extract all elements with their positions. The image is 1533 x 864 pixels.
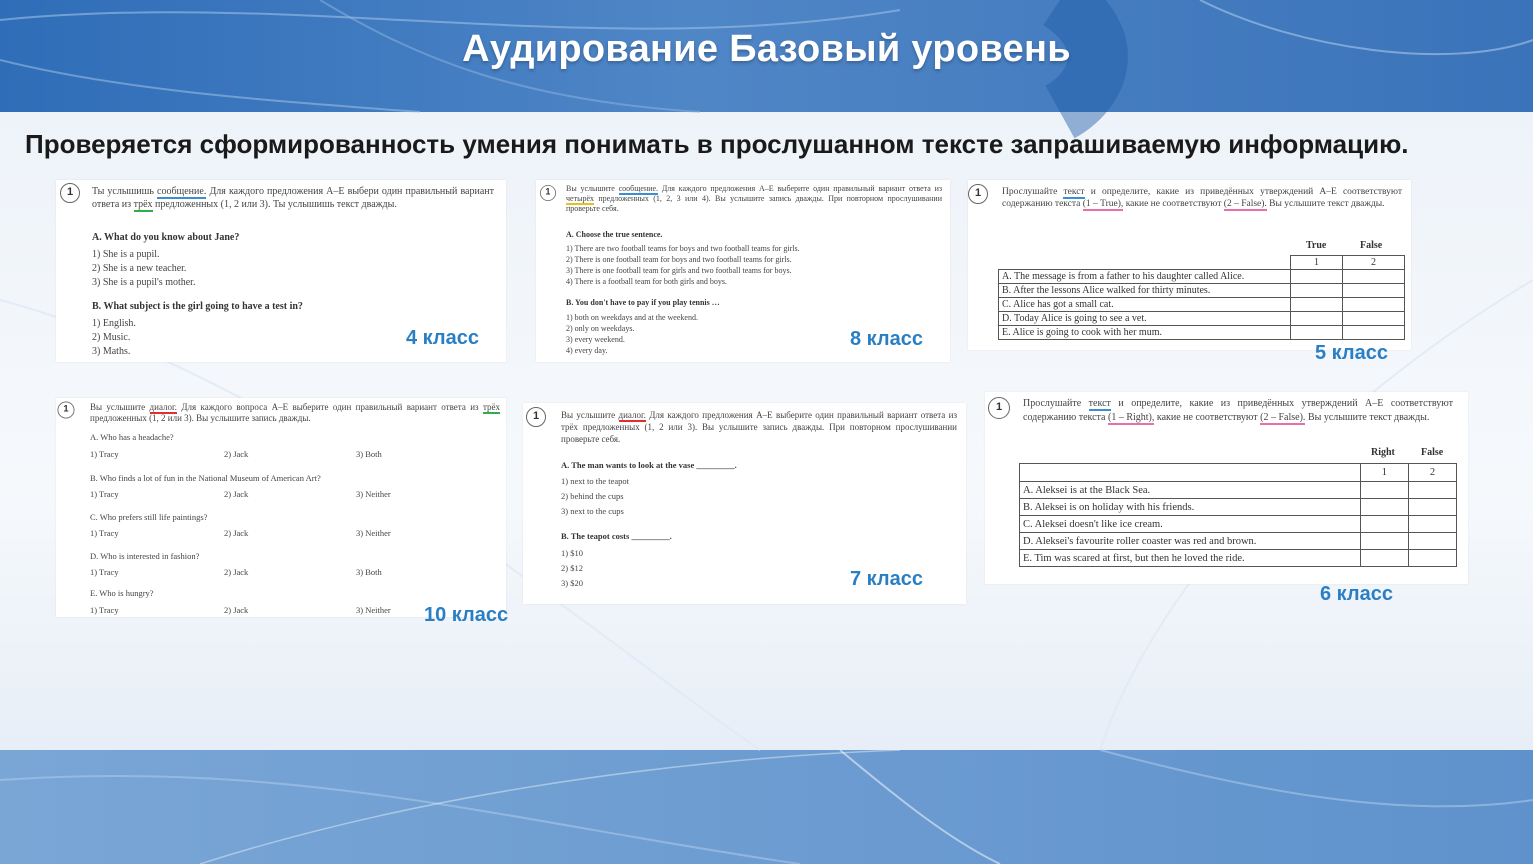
option: 3) $20: [561, 578, 583, 588]
slide-subtitle: Проверяется сформированность умения понимать в прослушанном тексте запрашиваемую информацию.: [25, 129, 1409, 159]
option: 1) next to the teapot: [561, 476, 629, 486]
column-header-false: False: [1360, 240, 1383, 251]
option: 1) Tracy: [90, 489, 119, 499]
option: 2) Jack: [224, 605, 249, 615]
question-a: A. The man wants to look at the vase _________.: [561, 460, 737, 470]
table-row: A. Aleksei is at the Black Sea.: [1020, 482, 1457, 499]
answer-cell[interactable]: [1360, 533, 1408, 550]
option: 3) Maths.: [92, 346, 131, 357]
answer-cell[interactable]: [1291, 326, 1343, 340]
column-header-false: False: [1421, 447, 1444, 458]
answer-cell[interactable]: [1360, 550, 1408, 567]
grade-label-5: 5 класс: [1315, 342, 1389, 364]
table-row: E. Alice is going to cook with her mum.: [999, 326, 1405, 340]
option: 3) She is a pupil's mother.: [92, 277, 196, 288]
option: 2) behind the cups: [561, 491, 624, 501]
grade-label-6: 6 класс: [1320, 583, 1394, 605]
task-card-grade-4: [56, 180, 506, 362]
answer-cell[interactable]: [1291, 284, 1343, 298]
grade-label: 7 класс: [850, 568, 924, 590]
option: 2) There is one football team for boys and two football teams for girls.: [566, 255, 792, 264]
task-card-grade-6: [985, 392, 1468, 584]
answer-cell[interactable]: [1360, 516, 1408, 533]
question-b: B. What subject is the girl going to have a test in?: [92, 301, 303, 312]
answer-cell[interactable]: [1360, 482, 1408, 499]
option: 3) every weekend.: [566, 335, 625, 344]
task-card-grade-7: [523, 403, 966, 604]
option: 1) $10: [561, 548, 583, 558]
task-number: 1: [526, 407, 546, 427]
option: 4) There is a football team for both girls and boys.: [566, 277, 727, 286]
option: 4) every day.: [566, 346, 608, 355]
answer-cell[interactable]: [1291, 312, 1343, 326]
task-number: 1: [58, 402, 75, 419]
option: 2) Music.: [92, 332, 131, 343]
answer-cell[interactable]: [1291, 298, 1343, 312]
task-card-grade-8: [536, 180, 950, 362]
task-number: 1: [968, 184, 988, 204]
option: 1) Tracy: [90, 605, 119, 615]
table-row: C. Alice has got a small cat.: [999, 298, 1405, 312]
task-instruction: Вы услышите диалог. Для каждого вопроса A–E выберите один правильный вариант ответа из трёх предложенных (1, 2 или 3). Вы услышите запись дважды.: [90, 402, 501, 423]
table-row: B. Aleksei is on holiday with his friends.: [1020, 499, 1457, 516]
option: 2) Jack: [224, 489, 249, 499]
answer-cell[interactable]: [1343, 298, 1405, 312]
task-card-grade-10: [56, 398, 506, 617]
slide-title: Аудирование Базовый уровень: [462, 28, 1071, 70]
question: A. Who has a headache?: [90, 432, 174, 442]
option: 3) Neither: [356, 489, 391, 499]
column-header-true: True: [1306, 240, 1327, 251]
option: 1) She is a pupil.: [92, 249, 160, 260]
option: 3) next to the cups: [561, 506, 624, 516]
option: 1) Tracy: [90, 567, 119, 577]
grade-label: 4 класс: [406, 327, 480, 349]
answer-table: [998, 255, 1405, 340]
question-b: B. The teapot costs _________.: [561, 531, 672, 541]
answer-cell[interactable]: [1408, 499, 1456, 516]
option: 2) Jack: [224, 567, 249, 577]
question-b: B. You don't have to pay if you play tennis …: [566, 298, 720, 307]
option: 2) only on weekdays.: [566, 324, 635, 333]
answer-cell[interactable]: [1343, 326, 1405, 340]
option: 3) Both: [356, 567, 382, 577]
table-row: E. Tim was scared at first, but then he loved the ride.: [1020, 550, 1457, 567]
option: 1) English.: [92, 318, 136, 329]
column-header-right: Right: [1371, 447, 1395, 458]
task-card-grade-5: [968, 180, 1411, 350]
table-row: D. Aleksei's favourite roller coaster was red and brown.: [1020, 533, 1457, 550]
question: E. Who is hungry?: [90, 588, 154, 598]
table-row: C. Aleksei doesn't like ice cream.: [1020, 516, 1457, 533]
task-instruction: Ты услышишь сообщение. Для каждого предложения А–Е выбери один правильный вариант ответа из трёх предложенных (1, 2 или 3). Ты услышишь текст дважды.: [92, 186, 494, 210]
option: 2) $12: [561, 563, 583, 573]
question-a: A. What do you know about Jane?: [92, 232, 240, 243]
grade-label: 8 класс: [850, 328, 924, 350]
table-row: A. The message is from a father to his daughter called Alice.: [999, 270, 1405, 284]
table-row: B. After the lessons Alice walked for thirty minutes.: [999, 284, 1405, 298]
option: 1) Tracy: [90, 528, 119, 538]
answer-table: [1019, 463, 1457, 567]
task-instruction: Вы услышите сообщение. Для каждого предложения A–E выберите один правильный вариант ответа из четырёх предложенных (1, 2, 3 или 4). Вы услышите запись дважды. При повторном прослушивании проверьте себя.: [566, 184, 943, 213]
answer-cell[interactable]: [1408, 482, 1456, 499]
option: 2) Jack: [224, 449, 249, 459]
table-row: 1 2: [999, 256, 1405, 270]
option: 1) There are two football teams for boys and two football teams for girls.: [566, 244, 800, 253]
answer-cell[interactable]: [1408, 550, 1456, 567]
option: 3) Neither: [356, 605, 391, 615]
task-number: 1: [60, 183, 80, 203]
option: 1) both on weekdays and at the weekend.: [566, 313, 698, 322]
option: 3) There is one football team for girls and two football teams for boys.: [566, 266, 792, 275]
answer-cell[interactable]: [1408, 533, 1456, 550]
table-row: 1 2: [1020, 464, 1457, 482]
question: C. Who prefers still life paintings?: [90, 512, 208, 522]
task-instruction: Прослушайте текст и определите, какие из приведённых утверждений А–Е соответствуют содержанию текста (1 – Right), какие не соответствуют (2 – False). Вы услышите текст дважды.: [1023, 398, 1453, 423]
task-number: 1: [540, 185, 556, 201]
answer-cell[interactable]: [1408, 516, 1456, 533]
task-number: 1: [988, 397, 1010, 419]
answer-cell[interactable]: [1343, 284, 1405, 298]
question: D. Who is interested in fashion?: [90, 551, 200, 561]
answer-cell[interactable]: [1343, 270, 1405, 284]
answer-cell[interactable]: [1291, 270, 1343, 284]
option: 2) She is a new teacher.: [92, 263, 187, 274]
option: 3) Both: [356, 449, 382, 459]
option: 3) Neither: [356, 528, 391, 538]
option: 1) Tracy: [90, 449, 119, 459]
task-instruction: Прослушайте текст и определите, какие из приведённых утверждений А–Е соответствуют содержанию текста (1 – True), какие не соответствуют (2 – False). Вы услышите текст дважды.: [1002, 187, 1403, 209]
answer-cell[interactable]: [1360, 499, 1408, 516]
question: B. Who finds a lot of fun in the National Museum of American Art?: [90, 473, 321, 483]
footer-band: [0, 750, 1533, 864]
task-instruction: Вы услышите диалог. Для каждого предложения A–E выберите один правильный вариант ответа из трёх предложенных (1, 2 или 3). Вы услышите запись дважды. При повторном прослушивании проверьте себя.: [561, 410, 958, 444]
question-a: A. Choose the true sentence.: [566, 230, 663, 239]
grade-label-10: 10 класс: [424, 604, 509, 626]
table-row: D. Today Alice is going to see a vet.: [999, 312, 1405, 326]
answer-cell[interactable]: [1343, 312, 1405, 326]
option: 2) Jack: [224, 528, 249, 538]
